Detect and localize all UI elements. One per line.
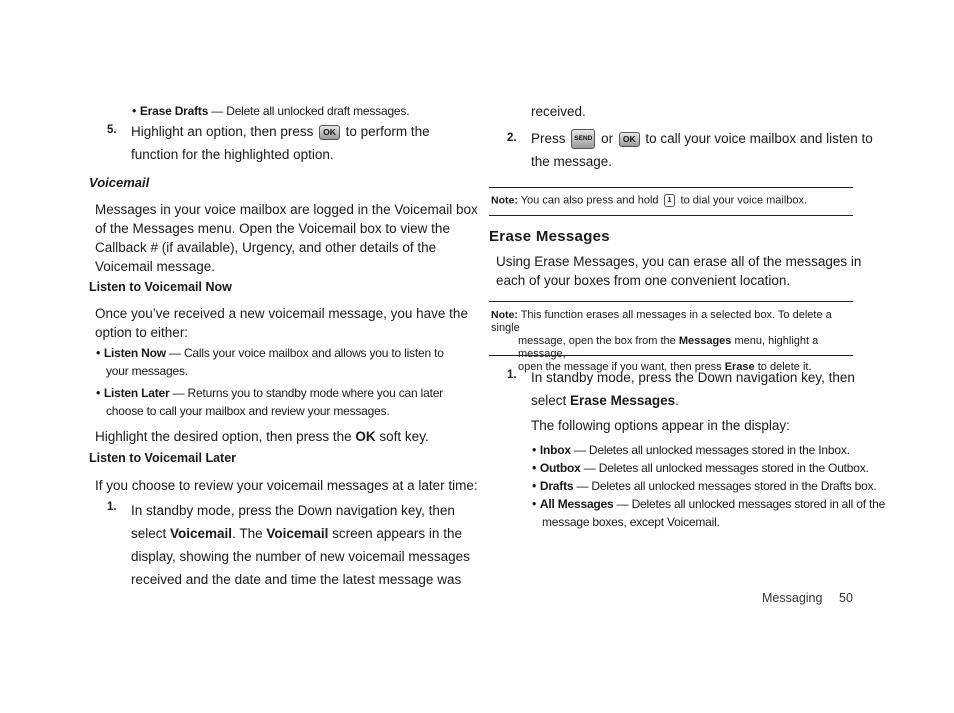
step5-line1 [131, 122, 430, 141]
bullet-desc: — Calls your voice mailbox and allows you to listen to [165, 346, 444, 360]
bullet-dot: • [532, 443, 540, 457]
bullet-dot: • [132, 104, 140, 118]
para-line: Once you’ve received a new voicemail message, you have the [95, 306, 468, 321]
step-number: 5. [107, 124, 117, 136]
erase-label: Erase [724, 361, 755, 373]
para-line: Callback # (if available), Urgency, and other details of the [95, 240, 437, 255]
bullet-desc-line2: message boxes, except Voicemail. [542, 515, 720, 529]
received-text: received. [531, 104, 586, 119]
left-step1 [131, 499, 470, 591]
bullet-term: Inbox [539, 443, 571, 457]
bullet-term: Outbox [539, 461, 581, 475]
bullet-term: Listen Later [103, 386, 170, 400]
note-rule-top [489, 301, 853, 302]
bullet-term: Drafts [539, 479, 574, 493]
erase-para [496, 252, 861, 290]
bullet-desc: — Deletes all unlocked messages stored in the Inbox. [570, 443, 850, 457]
note-rule-bottom [489, 355, 853, 356]
bullet-desc: — Returns you to standby mode where you can later [169, 386, 443, 400]
text: Press [531, 131, 570, 146]
erase-messages-heading: Erase Messages [489, 228, 610, 245]
bullet-dot: • [96, 386, 104, 400]
text: to delete it. [754, 361, 812, 373]
para-line: Using Erase Messages, you can erase all of the messages in [496, 254, 862, 269]
bullet-desc-line2: choose to call your mailbox and review your messages. [106, 404, 390, 418]
step-number: 1. [507, 369, 517, 381]
listen-now-para [95, 304, 468, 342]
para-line: Messages in your voice mailbox are logged in the Voicemail box [95, 202, 478, 217]
ok-key-icon: OK [319, 125, 340, 140]
text: soft key. [375, 429, 429, 444]
step-line: received and the date and time the latest message was [131, 572, 462, 587]
text: select [131, 526, 171, 541]
step-line [131, 522, 470, 545]
bullet-desc: — Deletes all unlocked messages stored in all of the [613, 497, 886, 511]
note-rule-top [489, 187, 853, 188]
text: select [531, 393, 571, 408]
text: . The [232, 526, 267, 541]
text: to call your voice mailbox and listen to [641, 131, 873, 146]
bullet-dot: • [532, 479, 540, 493]
bullet-listen-later [96, 384, 443, 420]
ok-label: OK [355, 429, 376, 444]
messages-label: Messages [678, 335, 732, 347]
bullet-desc: — Deletes all unlocked messages stored in the Drafts box. [573, 479, 877, 493]
listen-later-para: If you choose to review your voicemail messages at a later time: [95, 478, 478, 493]
para-line: each of your boxes from one convenient location. [496, 273, 791, 288]
text: open the message if you want, then press [518, 361, 725, 373]
voicemail-heading: Voicemail [89, 175, 150, 190]
ok-key-icon: OK [619, 132, 640, 147]
text: message, open the box from the [518, 335, 679, 347]
voicemail-para [95, 200, 478, 276]
bullet-dot: • [96, 346, 104, 360]
step-text: Highlight an option, then press [131, 124, 318, 139]
step5-line2: function for the highlighted option. [131, 147, 334, 162]
highlight-line [95, 427, 429, 446]
step-line: In standby mode, press the Down navigation key, then [131, 503, 455, 518]
footer-section: Messaging [762, 591, 823, 605]
step-number: 1. [107, 501, 117, 513]
note-rule-bottom [489, 215, 853, 216]
step2-line2: the message. [531, 154, 613, 169]
bullet-listen-now [96, 344, 444, 380]
step-line: display, showing the number of new voicemail messages [131, 549, 470, 564]
text: You can also press and hold [517, 194, 662, 207]
listen-now-heading: Listen to Voicemail Now [89, 280, 232, 294]
voicemail-label: Voicemail [266, 526, 329, 541]
note2 [491, 309, 853, 374]
page-number: 50 [839, 591, 853, 605]
bullet-desc: — Delete all unlocked draft messages. [208, 104, 410, 118]
text: or [597, 131, 617, 146]
step-number: 2. [507, 132, 517, 144]
bullet-term: Erase Drafts [139, 104, 209, 118]
bullet-desc-line2: your messages. [106, 364, 188, 378]
para-line: option to either: [95, 325, 189, 340]
para-line: Voicemail message. [95, 259, 216, 274]
text: This function erases all messages in a selected box. To delete a single [491, 309, 832, 334]
list-item [532, 459, 885, 477]
bullet-dot: • [532, 497, 540, 511]
bullet-term: All Messages [539, 497, 614, 511]
bullet-term: Listen Now [103, 346, 166, 360]
voicemail-label: Voicemail [170, 526, 233, 541]
step-line [531, 389, 855, 412]
list-item [532, 441, 885, 459]
erase-messages-label: Erase Messages [570, 393, 676, 408]
bullet-desc: — Deletes all unlocked messages stored in the Outbox. [580, 461, 869, 475]
text: menu, highlight a message, [518, 335, 819, 360]
text: Highlight the desired option, then press the [95, 429, 356, 444]
bullet-dot: • [532, 461, 540, 475]
step2-line1 [531, 129, 873, 149]
note-label: Note: [491, 194, 518, 207]
listen-later-heading: Listen to Voicemail Later [89, 451, 237, 465]
bullet-erase-drafts [132, 102, 409, 120]
note-label: Note: [491, 309, 518, 321]
options-line: The following options appear in the display: [531, 418, 790, 433]
step-line: In standby mode, press the Down navigation key, then [531, 370, 855, 385]
right-step1 [531, 366, 855, 412]
list-item [532, 477, 885, 495]
text: screen appears in the [328, 526, 462, 541]
list-item [532, 495, 885, 513]
para-line: of the Messages menu. Open the Voicemail box to view the [95, 221, 450, 236]
text: . [675, 393, 679, 408]
send-key-icon: SEND [571, 129, 595, 149]
options-list [532, 441, 885, 531]
text: to dial your voice mailbox. [677, 194, 808, 207]
voicemail-key-icon: 1 [664, 194, 676, 207]
step-text: to perform the [341, 124, 430, 139]
note1 [491, 194, 807, 207]
